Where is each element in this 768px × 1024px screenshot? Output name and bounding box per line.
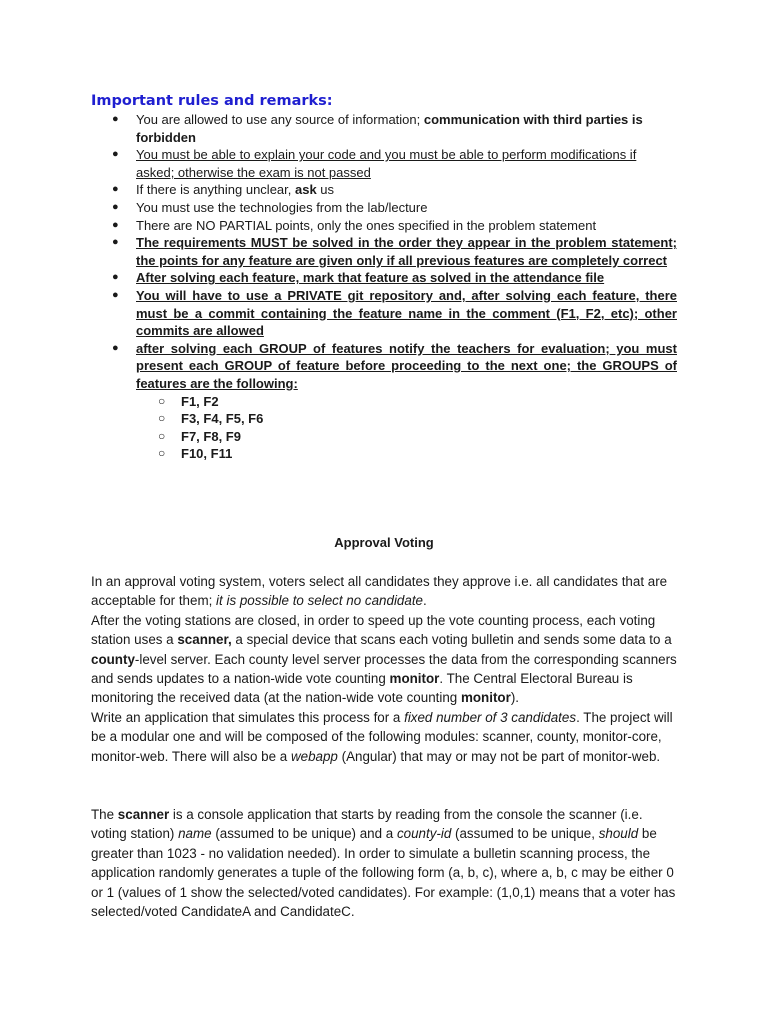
rule-item: ● You must use the technologies from the lab/lecture [112, 199, 428, 215]
rule-item: ● You will have to use a PRIVATE git repository and, after solving each feature, there must be a commit containing the feature name in the comment (F1, F2, etc); other commits are allowed [112, 287, 677, 339]
bullet-icon: ● [112, 148, 119, 161]
scanner-paragraph: The scanner is a console application that starts by reading from the console the scanner (i.e. voting station) name (assumed to be unique) and a county-id (assumed to be unique, should be greater than 1023 - no validation needed). In order to simulate a bulletin scanning process, the application randomly generates a tuple of the following form (a, b, c), where a, b, c may be either 0 or 1 (values of 1 show the selected/voted candidates). For example: (1,0,1) means that a voter has selected/voted CandidateA and CandidateC. [91, 807, 676, 920]
rule-item: ● If there is anything unclear, ask us [112, 182, 335, 198]
bullet-icon: ● [112, 113, 119, 125]
feature-group-item: ○ F3, F4, F5, F6 [158, 411, 264, 427]
rules-list [0, 111, 768, 463]
rule-item: ● You are allowed to use any source of information; communication with third parties is forbidden [112, 112, 643, 145]
bullet-icon: ● [112, 288, 119, 301]
bullet-icon: ● [112, 200, 119, 213]
rule-item: ● The requirements MUST be solved in the order they appear in the problem statement; the points for any feature are given only if all previous features are completely correct [112, 235, 677, 268]
rule-item: ● There are NO PARTIAL points, only the ones specified in the problem statement [112, 217, 597, 233]
circle-bullet-icon: ○ [158, 428, 166, 443]
circle-bullet-icon: ○ [158, 446, 166, 461]
bullet-icon: ● [112, 236, 119, 249]
bullet-icon: ● [112, 218, 119, 231]
feature-groups-list [136, 393, 677, 463]
circle-bullet-icon: ○ [158, 411, 166, 426]
intro-paragraph: In an approval voting system, voters select all candidates they approve i.e. all candidates that are acceptable for them; it is possible to select no candidate. After the voting stations are closed, in order to speed up the vote counting process, each voting station uses a scanner, a special device that scans each voting bulletin and sends some data to a county-level server. Each county level server processes the data from the corresponding scanners and sends updates to a nation-wide vote counting monitor. The Central Electoral Bureau is monitoring the received data (at the nation-wide vote counting monitor). Write an application that simulates this process for a fixed number of 3 candidates. The project will be a modular one and will be composed of the following modules: scanner, county, monitor-core, monitor-web. There will also be a webapp (Angular) that may or may not be part of monitor-web. [91, 574, 677, 764]
feature-group-item: ○ F1, F2 [158, 393, 219, 409]
feature-group-item: ○ F7, F8, F9 [158, 428, 241, 444]
rules-heading: Important rules and remarks: [91, 93, 333, 109]
bullet-icon: ● [112, 183, 119, 196]
rule-item: ● You must be able to explain your code and you must be able to perform modifications if asked; otherwise the exam is not passed [112, 147, 637, 180]
bullet-icon: ● [112, 271, 119, 284]
bullet-icon: ● [112, 341, 119, 354]
rule-item: ● After solving each feature, mark that feature as solved in the attendance file [112, 270, 605, 286]
circle-bullet-icon: ○ [158, 393, 166, 408]
feature-group-item: ○ F10, F11 [158, 446, 233, 462]
rule-item: ● after solving each GROUP of features notify the teachers for evaluation; you must present each GROUP of feature before proceeding to the next one; the GROUPS of features are the following: ○ F1, F2 ○ F3, F4, F5, F6 ○ F7, F8, F9 ○ F10, F11 [112, 340, 677, 462]
section-title: Approval Voting [334, 535, 434, 550]
